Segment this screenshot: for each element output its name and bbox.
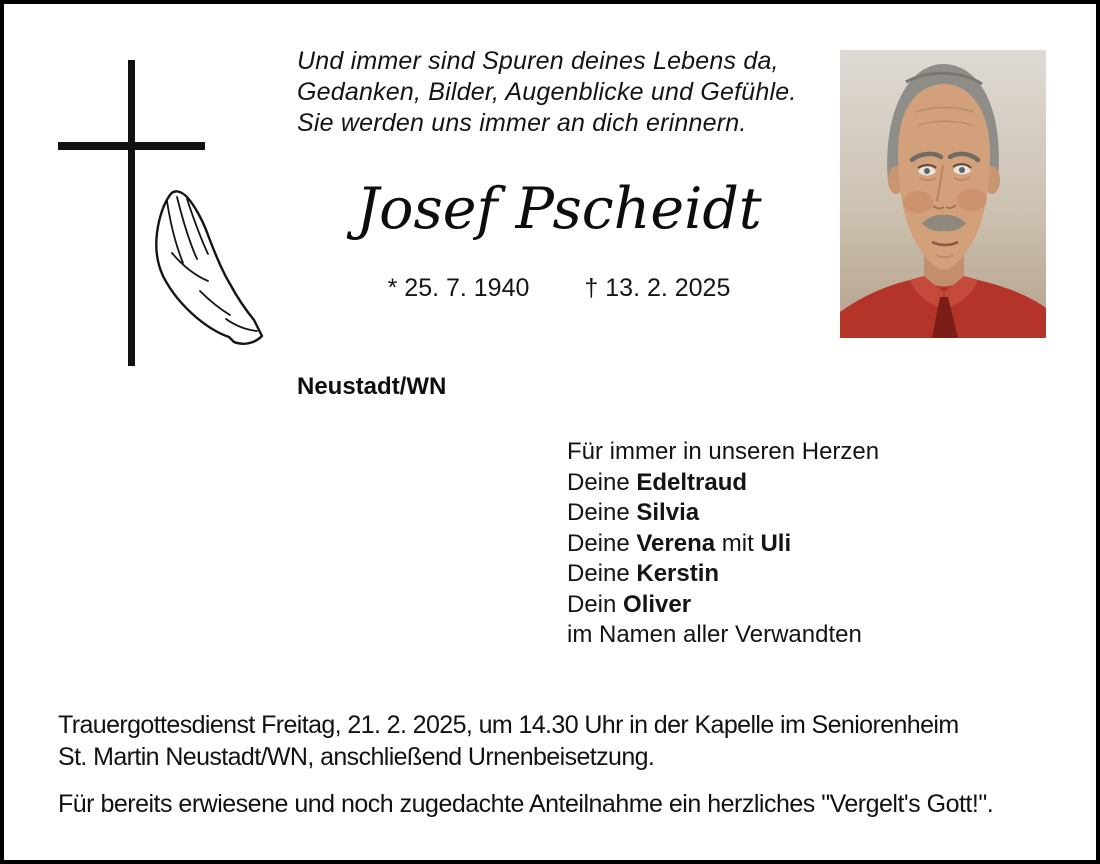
service-info	[58, 710, 959, 773]
hometown: Neustadt/WN	[297, 373, 447, 400]
family-member-name: Verena	[636, 529, 716, 557]
family-member-name: Edeltraud	[636, 468, 748, 496]
cross-horizontal-bar	[58, 142, 205, 150]
family-member-name: Silvia	[636, 499, 700, 526]
family-member-line	[567, 590, 879, 621]
praying-hands-icon	[140, 190, 268, 348]
family-member-line	[567, 498, 879, 529]
family-member-name: Kerstin	[636, 560, 720, 587]
family-outro: im Namen aller Verwandten	[567, 621, 862, 648]
portrait-photo	[840, 50, 1046, 338]
quote-line: Sie werden uns immer an dich erinnern.	[297, 109, 747, 137]
cross-vertical-bar	[128, 60, 135, 366]
family-member-line	[567, 559, 879, 590]
service-line: St. Martin Neustadt/WN, anschließend Urnenbeisetzung.	[58, 742, 655, 771]
family-member-prefix: Deine	[567, 499, 637, 526]
life-dates	[284, 274, 834, 303]
family-member-name: Uli	[760, 529, 792, 557]
quote-line: Gedanken, Bilder, Augenblicke und Gefühle.	[297, 78, 797, 106]
family-member-line: Deine Verena mit Uli	[567, 529, 792, 557]
family-intro: Für immer in unseren Herzen	[567, 438, 880, 465]
family-block	[567, 437, 879, 651]
birth-date: * 25. 7. 1940	[387, 274, 530, 302]
family-member-prefix: Deine	[567, 468, 637, 496]
memorial-quote	[297, 46, 796, 139]
family-member-line	[567, 468, 879, 499]
family-member-prefix: Deine	[567, 560, 637, 587]
thanks-note: Für bereits erwiesene und noch zugedachte Anteilnahme ein herzliches "Vergelt's Gott!".	[58, 790, 994, 818]
family-member-name: Oliver	[623, 590, 692, 618]
death-date: † 13. 2. 2025	[584, 274, 731, 302]
family-member-prefix: Dein	[567, 590, 624, 618]
family-member-prefix: Deine	[567, 529, 637, 557]
service-line: Trauergottesdienst Freitag, 21. 2. 2025, um 14.30 Uhr in der Kapelle im Seniorenheim	[58, 711, 959, 739]
quote-line: Und immer sind Spuren deines Lebens da,	[297, 47, 779, 75]
deceased-name: Josef Pscheidt	[356, 176, 762, 242]
